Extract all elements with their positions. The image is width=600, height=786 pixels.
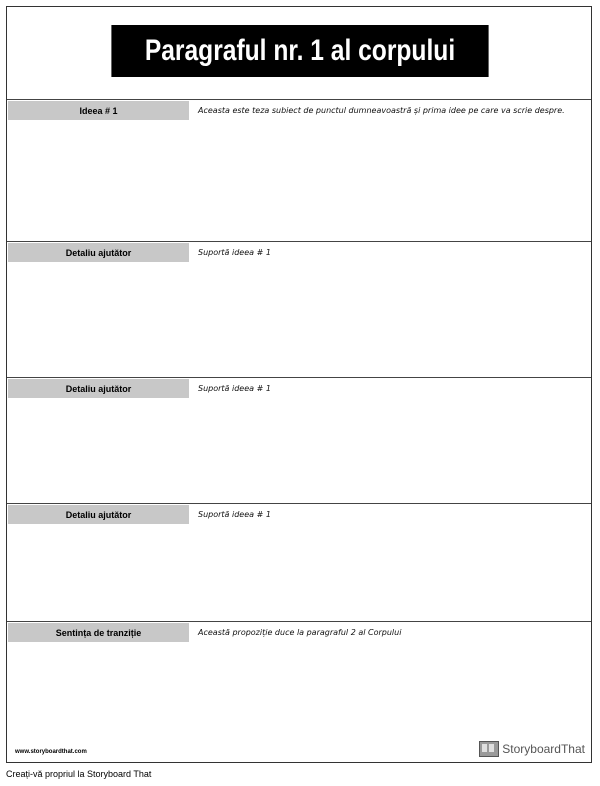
page-title: Paragraful nr. 1 al corpului: [144, 34, 456, 67]
section-supporting-detail-3: [7, 503, 591, 622]
create-your-own-link[interactable]: Creați-vă propriul la Storyboard That: [6, 769, 152, 779]
section-note: Această propoziție duce la paragraful 2 al Corpului: [198, 628, 402, 637]
section-idea-1: [7, 99, 591, 242]
worksheet-page: [6, 6, 592, 763]
section-supporting-detail-1: [7, 241, 591, 378]
section-note: Aceasta este teza subiect de punctul dumneavoastră și prima idee pe care va scrie despre.: [198, 106, 565, 115]
section-supporting-detail-2: [7, 377, 591, 504]
page-title-bar: [111, 25, 488, 77]
logo-text: StoryboardThat: [502, 742, 585, 756]
section-note: Suportă ideea # 1: [198, 248, 271, 257]
section-label: Detaliu ajutător: [8, 505, 189, 524]
section-label: Sentința de tranziție: [8, 623, 189, 642]
section-label: Detaliu ajutător: [8, 379, 189, 398]
section-note: Suportă ideea # 1: [198, 384, 271, 393]
storyboardthat-logo: [479, 741, 585, 757]
section-label: Detaliu ajutător: [8, 243, 189, 262]
storyboard-logo-icon: [479, 741, 499, 757]
footer-url: www.storyboardthat.com: [15, 749, 87, 755]
section-note: Suportă ideea # 1: [198, 510, 271, 519]
section-label: Ideea # 1: [8, 101, 189, 120]
